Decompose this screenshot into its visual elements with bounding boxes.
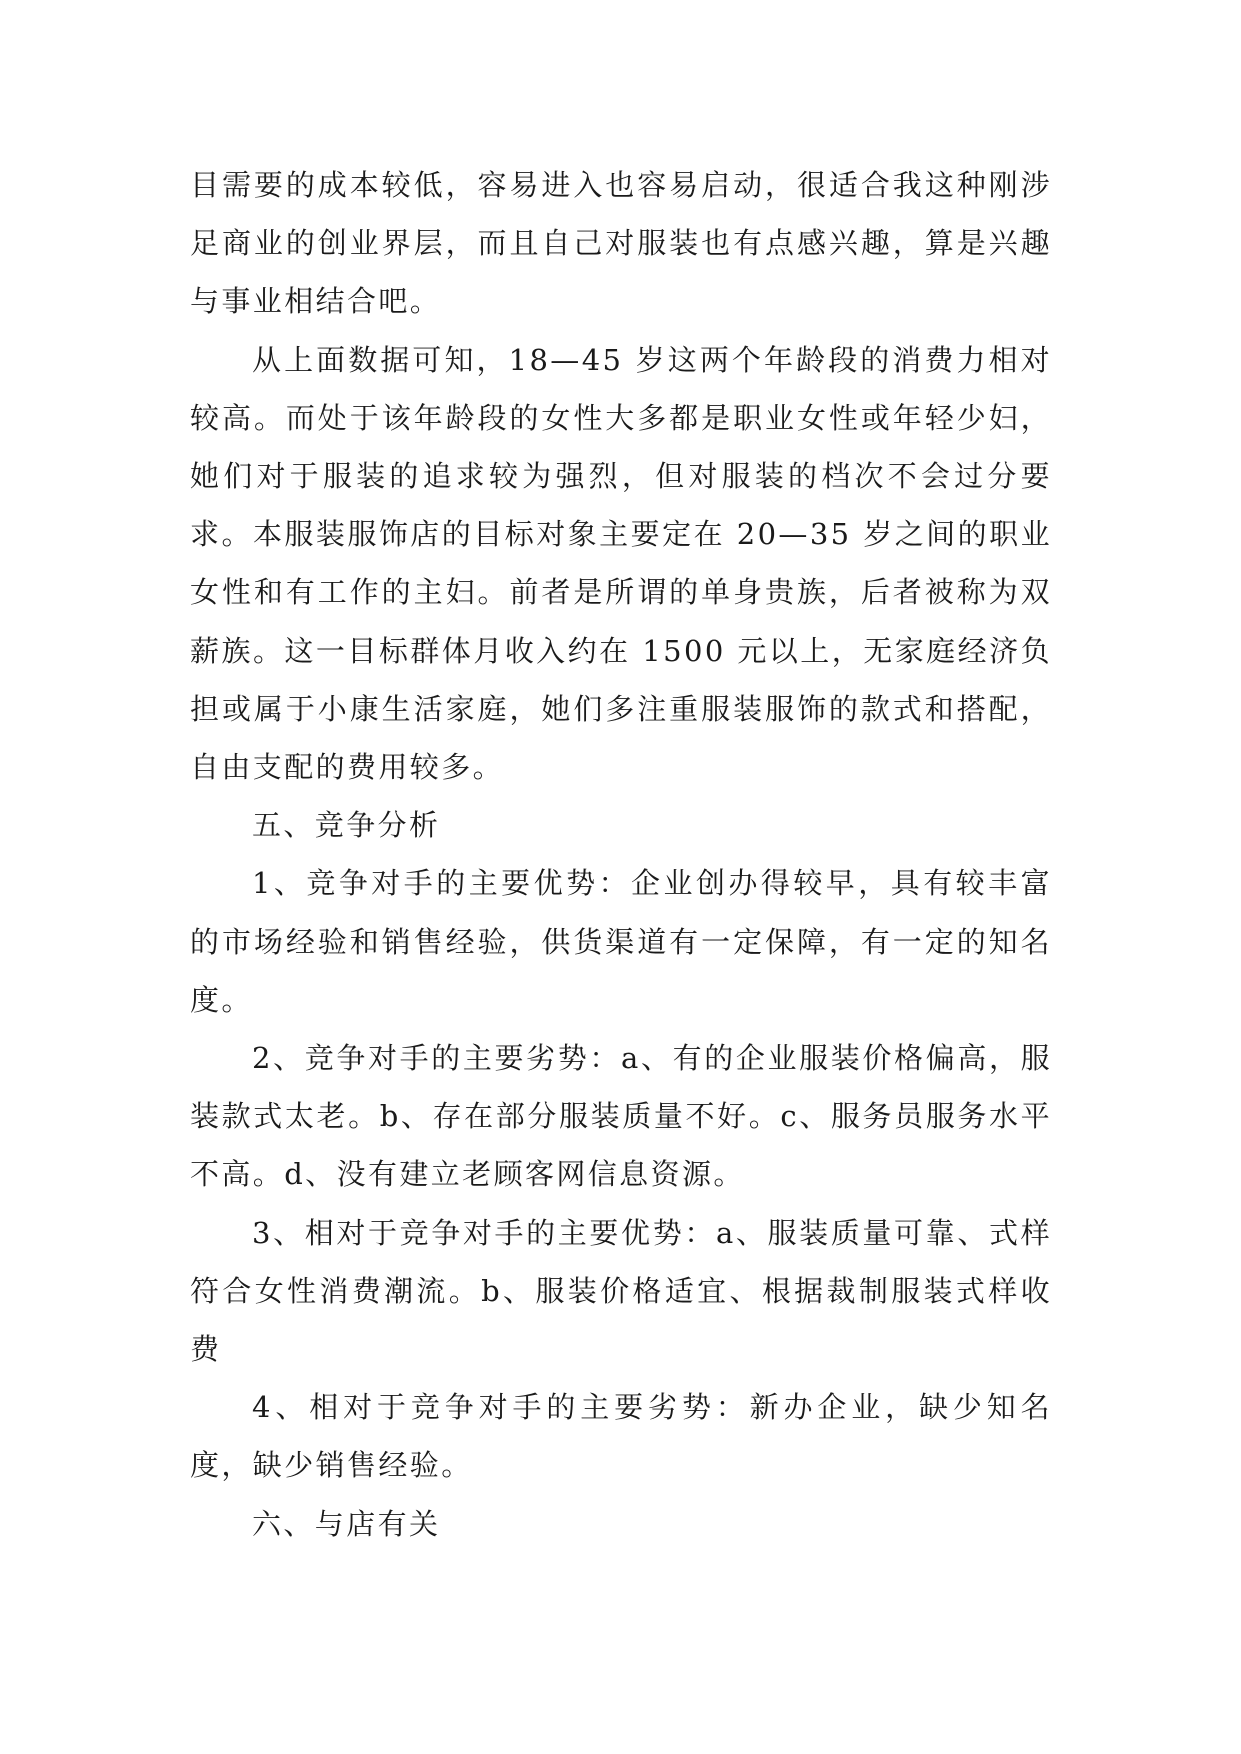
document-body	[190, 156, 1052, 1553]
section-heading-store: 六、与店有关	[252, 1506, 441, 1541]
paragraph-competitor-weaknesses: 2、竞争对手的主要劣势：a、有的企业服装价格偏高，服装款式太老。b、存在部分服装质量不好。c、服务员服务水平不高。d、没有建立老顾客网信息资源。	[190, 1041, 1052, 1192]
paragraph-own-weaknesses: 4、相对于竞争对手的主要劣势：新办企业，缺少知名度，缺少销售经验。	[190, 1390, 1052, 1483]
section-heading-competition: 五、竞争分析	[252, 808, 441, 843]
paragraph-own-strengths: 3、相对于竞争对手的主要优势：a、服装质量可靠、式样符合女性消费潮流。b、服装价格适宜、根据裁制服装式样收费	[190, 1215, 1052, 1367]
paragraph-target-market: 从上面数据可知，18—45 岁这两个年龄段的消费力相对较高。而处于该年龄段的女性大多都是职业女性或年轻少妇，她们对于服装的追求较为强烈，但对服装的档次不会过分要求。本服装服饰店的目标对象主要定在 20—35 岁之间的职业女性和有工作的主妇。前者是所谓的单身贵族，后者被称为双薪族。这一目标群体月收入约在 1500 元以上，无家庭经济负担或属于小康生活家庭，她们多注重服装服饰的款式和搭配，自由支配的费用较多。	[190, 342, 1052, 785]
paragraph-continuation: 目需要的成本较低，容易进入也容易启动，很适合我这种刚涉足商业的创业界层，而且自己对服装也有点感兴趣，算是兴趣与事业相结合吧。	[190, 168, 1052, 319]
paragraph-competitor-strengths: 1、竞争对手的主要优势：企业创办得较早，具有较丰富的市场经验和销售经验，供货渠道有一定保障，有一定的知名度。	[190, 866, 1052, 1017]
